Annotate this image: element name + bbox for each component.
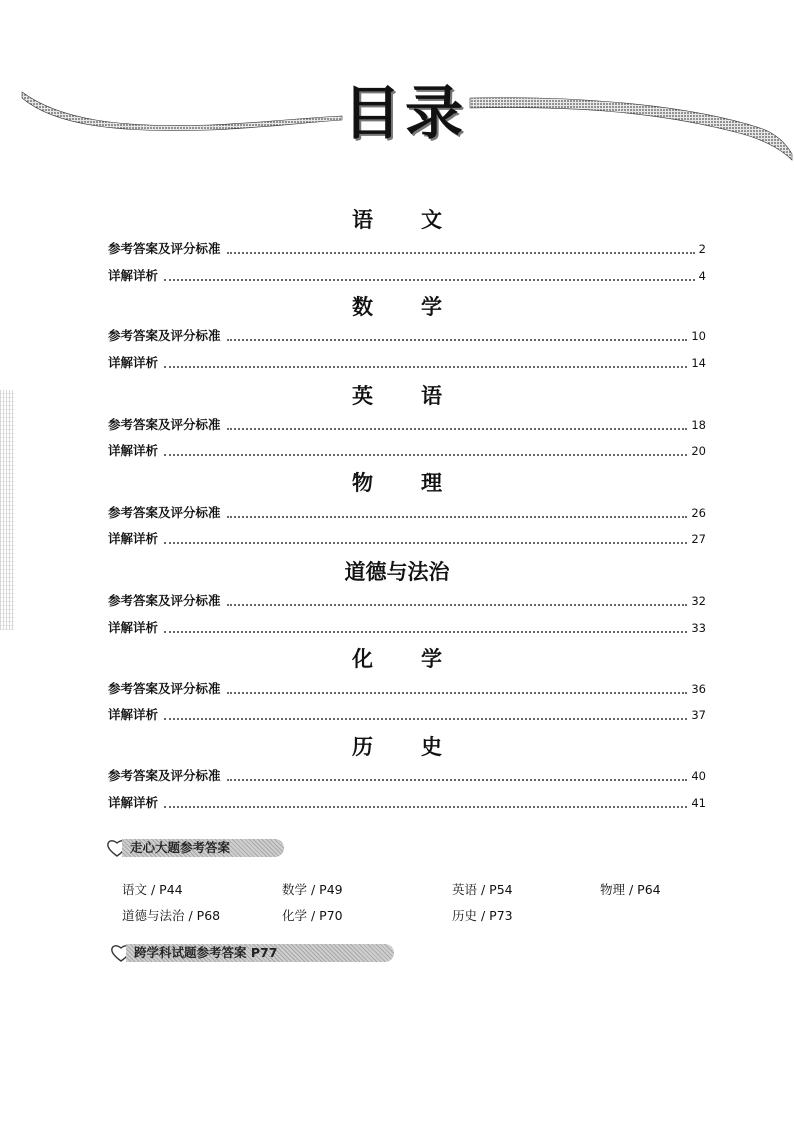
entry-label: 详解详析 [108, 620, 159, 635]
entry-page-number: 40 [691, 769, 706, 783]
dot-leader [227, 338, 688, 341]
dot-leader [227, 778, 688, 781]
toc-entry[interactable] [108, 240, 706, 258]
section-heading-lishi: 历 史 [352, 735, 442, 759]
cross-subject-label: 跨学科试题参考答案 P77 [126, 944, 394, 962]
special-item[interactable]: 语文 / P44 [122, 882, 183, 897]
special-item[interactable]: 物理 / P64 [600, 882, 661, 897]
entry-label: 参考答案及评分标准 [108, 768, 221, 783]
entry-label: 详解详析 [108, 268, 159, 283]
toc-entry[interactable] [108, 680, 706, 698]
dot-leader [164, 630, 687, 633]
entry-page-number: 41 [691, 796, 706, 810]
toc-entry[interactable] [108, 416, 706, 434]
scan-edge-texture [0, 390, 14, 630]
toc-entry[interactable] [108, 619, 706, 637]
toc-entry[interactable] [108, 794, 706, 812]
entry-page-number: 36 [691, 682, 706, 696]
special-item[interactable]: 英语 / P54 [452, 882, 513, 897]
entry-label: 参考答案及评分标准 [108, 505, 221, 520]
entry-page-number: 37 [691, 708, 706, 722]
section-heading-yingyu: 英 语 [352, 384, 442, 408]
section-heading-daodefazhi: 道德与法治 [344, 560, 450, 584]
entry-label: 参考答案及评分标准 [108, 241, 221, 256]
toc-entry[interactable] [108, 442, 706, 460]
toc-entry[interactable] [108, 592, 706, 610]
cross-subject-header[interactable] [110, 942, 394, 964]
entry-page-number: 10 [691, 329, 706, 343]
special-item[interactable]: 化学 / P70 [282, 908, 343, 923]
dot-leader [227, 515, 688, 518]
special-answers-label: 走心大题参考答案 [122, 839, 284, 857]
entry-label: 参考答案及评分标准 [108, 593, 221, 608]
entry-page-number: 14 [691, 356, 706, 370]
dot-leader [164, 278, 695, 281]
toc-entry[interactable] [108, 706, 706, 724]
entry-label: 参考答案及评分标准 [108, 328, 221, 343]
entry-page-number: 33 [691, 621, 706, 635]
special-answers-header[interactable] [106, 837, 284, 859]
entry-label: 详解详析 [108, 355, 159, 370]
toc-entry[interactable] [108, 504, 706, 522]
entry-page-number: 2 [698, 242, 706, 256]
dot-leader [227, 691, 688, 694]
special-item[interactable]: 道德与法治 / P68 [122, 908, 221, 923]
dot-leader [164, 453, 687, 456]
special-item[interactable]: 数学 / P49 [282, 882, 343, 897]
page-title: 目录 [342, 79, 467, 147]
entry-label: 详解详析 [108, 531, 159, 546]
dot-leader [164, 365, 687, 368]
entry-label: 详解详析 [108, 707, 159, 722]
entry-page-number: 18 [691, 418, 706, 432]
dot-leader [227, 603, 688, 606]
special-answers-grid [122, 880, 722, 930]
entry-page-number: 20 [691, 444, 706, 458]
entry-page-number: 26 [691, 506, 706, 520]
toc-entry[interactable] [108, 327, 706, 345]
special-item[interactable]: 历史 / P73 [452, 908, 513, 923]
section-heading-shuxue: 数 学 [352, 295, 442, 319]
entry-label: 详解详析 [108, 443, 159, 458]
entry-page-number: 4 [698, 269, 706, 283]
toc-entry[interactable] [108, 267, 706, 285]
toc-entry[interactable] [108, 767, 706, 785]
toc-entry[interactable] [108, 354, 706, 372]
section-heading-yuwen: 语 文 [352, 208, 442, 232]
dot-leader [227, 427, 688, 430]
dot-leader [227, 251, 695, 254]
section-heading-huaxue: 化 学 [352, 647, 442, 671]
dot-leader [164, 717, 687, 720]
entry-page-number: 27 [691, 532, 706, 546]
entry-label: 详解详析 [108, 795, 159, 810]
dot-leader [164, 541, 687, 544]
section-heading-wuli: 物 理 [352, 471, 442, 495]
entry-label: 参考答案及评分标准 [108, 417, 221, 432]
entry-page-number: 32 [691, 594, 706, 608]
dot-leader [164, 805, 687, 808]
toc-entry[interactable] [108, 530, 706, 548]
entry-label: 参考答案及评分标准 [108, 681, 221, 696]
